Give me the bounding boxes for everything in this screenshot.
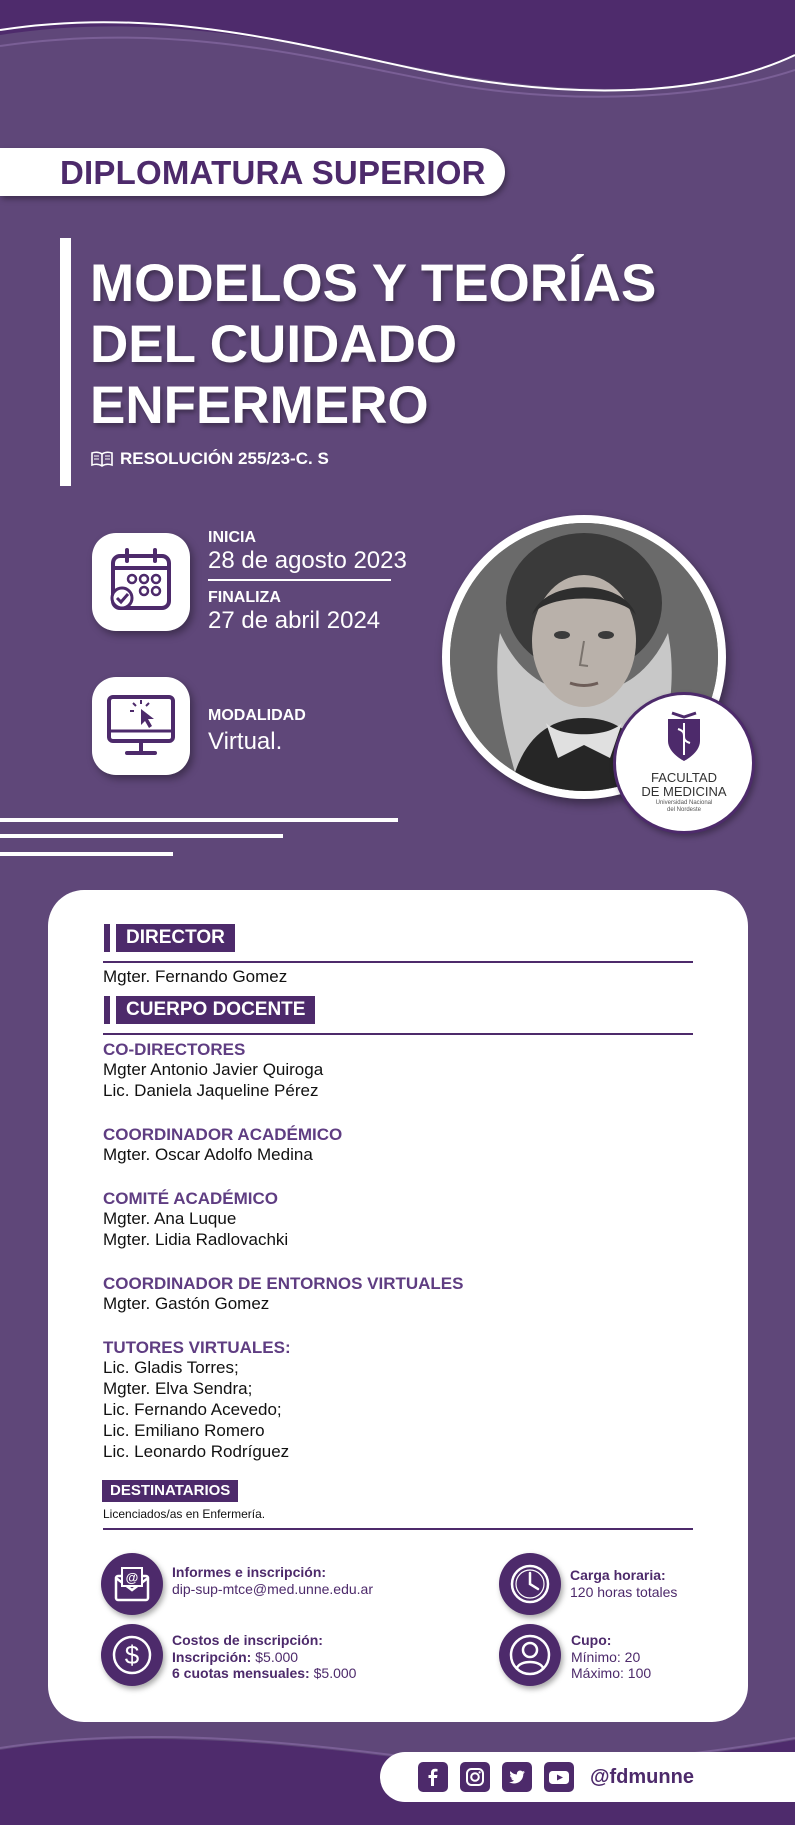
cost-line1-value: $5.000	[255, 1648, 299, 1665]
calendar-box	[92, 533, 190, 631]
facebook-icon[interactable]	[418, 1762, 448, 1792]
deco-line-3	[0, 852, 173, 856]
svg-text:$: $	[124, 1640, 140, 1670]
group-title: CO-DIRECTORES	[103, 1040, 246, 1059]
hours-value: 120 horas totales	[570, 1583, 678, 1600]
title-line-2: DEL CUIDADO	[90, 315, 458, 374]
end-label: FINALIZA	[208, 589, 281, 606]
director-name: Mgter. Fernando Gomez	[103, 967, 288, 986]
monitor-box	[92, 677, 190, 775]
twitter-icon[interactable]	[502, 1762, 532, 1792]
group-member: Mgter. Lidia Radlovachki	[103, 1230, 289, 1249]
audience-heading: DESTINATARIOS	[102, 1480, 238, 1502]
cost-line1-label: Inscripción:	[172, 1648, 252, 1665]
title-accent-bar	[60, 238, 71, 486]
clock-circle	[499, 1553, 561, 1615]
clock-icon	[508, 1562, 552, 1606]
hours-info	[570, 1567, 677, 1600]
calendar-icon	[105, 546, 177, 618]
logo-line-2: DE MEDICINA	[641, 784, 727, 799]
start-label: INICIA	[208, 529, 256, 546]
title-line-3: ENFERMERO	[90, 376, 429, 435]
deco-line-1	[0, 818, 398, 822]
book-icon	[90, 451, 114, 467]
cost-circle	[101, 1624, 163, 1686]
resolution-text: RESOLUCIÓN 255/23-C. S	[120, 449, 329, 468]
group-member: Mgter. Gastón Gomez	[103, 1294, 270, 1313]
group-member: Lic. Emiliano Romero	[103, 1421, 265, 1440]
audience-rule	[103, 1528, 693, 1530]
logo-sub-2: del Nordeste	[666, 807, 702, 813]
quota-circle	[499, 1624, 561, 1686]
social-bar	[380, 1752, 795, 1802]
social-handle[interactable]: @fdmunne	[590, 1765, 694, 1788]
envelope-at-icon	[112, 1564, 152, 1604]
quota-info	[571, 1632, 651, 1682]
modality-label: MODALIDAD	[208, 707, 306, 724]
group-member: Mgter. Oscar Adolfo Medina	[103, 1145, 313, 1164]
group-member: Mgter. Ana Luque	[103, 1209, 237, 1228]
faculty-heading	[104, 996, 315, 1024]
contact-label: Informes e inscripción:	[172, 1564, 327, 1580]
group-member: Mgter. Elva Sendra;	[103, 1379, 253, 1398]
director-rule	[103, 961, 693, 963]
quota-min: Mínimo: 20	[571, 1648, 641, 1665]
group-title: COORDINADOR ACADÉMICO	[103, 1125, 343, 1144]
faculty-logo	[613, 692, 755, 834]
cost-line2-value: $5.000	[313, 1665, 357, 1681]
cost-label: Costos de inscripción:	[172, 1632, 323, 1648]
svg-text:@: @	[125, 1570, 139, 1585]
group-member: Lic. Leonardo Rodríguez	[103, 1442, 290, 1461]
program-type-label: DIPLOMATURA SUPERIOR	[60, 154, 486, 191]
group-member: Lic. Daniela Jaqueline Pérez	[103, 1081, 319, 1100]
dollar-icon	[110, 1633, 154, 1677]
start-date: 28 de agosto 2023	[208, 547, 407, 574]
hours-label: Carga horaria:	[570, 1567, 666, 1583]
group-member: Lic. Fernando Acevedo;	[103, 1400, 282, 1419]
computer-monitor-icon	[103, 691, 179, 761]
faculty-rule	[103, 1033, 693, 1035]
program-type-badge	[0, 148, 505, 196]
top-wave-decoration	[0, 0, 795, 110]
group-member: Mgter Antonio Javier Quiroga	[103, 1060, 324, 1079]
shield-logo-icon	[666, 711, 702, 763]
cost-info	[172, 1632, 356, 1682]
title-line-1: MODELOS Y TEORÍAS	[90, 254, 657, 313]
quota-label: Cupo:	[571, 1632, 612, 1648]
logo-sub-1: Universidad Nacional	[655, 800, 713, 806]
deco-line-2	[0, 834, 283, 838]
audience-text: Licenciados/as en Enfermería.	[103, 1507, 266, 1521]
group-title: TUTORES VIRTUALES:	[103, 1338, 291, 1357]
end-date: 27 de abril 2024	[208, 607, 381, 634]
group-member: Lic. Gladis Torres;	[103, 1358, 239, 1377]
group-title: COMITÉ ACADÉMICO	[103, 1189, 279, 1208]
logo-line-1: FACULTAD	[651, 770, 717, 785]
email-circle	[101, 1553, 163, 1615]
director-heading-text: DIRECTOR	[116, 924, 235, 952]
contact-info	[172, 1564, 373, 1597]
instagram-icon[interactable]	[460, 1762, 490, 1792]
group-title: COORDINADOR DE ENTORNOS VIRTUALES	[103, 1274, 464, 1293]
quota-max: Máximo: 100	[571, 1665, 652, 1681]
contact-email[interactable]: dip-sup-mtce@med.unne.edu.ar	[172, 1580, 373, 1597]
youtube-icon[interactable]	[544, 1762, 574, 1792]
faculty-heading-text: CUERPO DOCENTE	[116, 996, 315, 1024]
modality-value: Virtual.	[208, 728, 283, 755]
user-icon	[508, 1633, 552, 1677]
date-divider	[208, 579, 391, 581]
resolution-line	[90, 449, 329, 469]
page-title	[90, 253, 656, 436]
director-heading	[104, 924, 235, 952]
cost-line2-label: 6 cuotas mensuales:	[172, 1665, 310, 1681]
